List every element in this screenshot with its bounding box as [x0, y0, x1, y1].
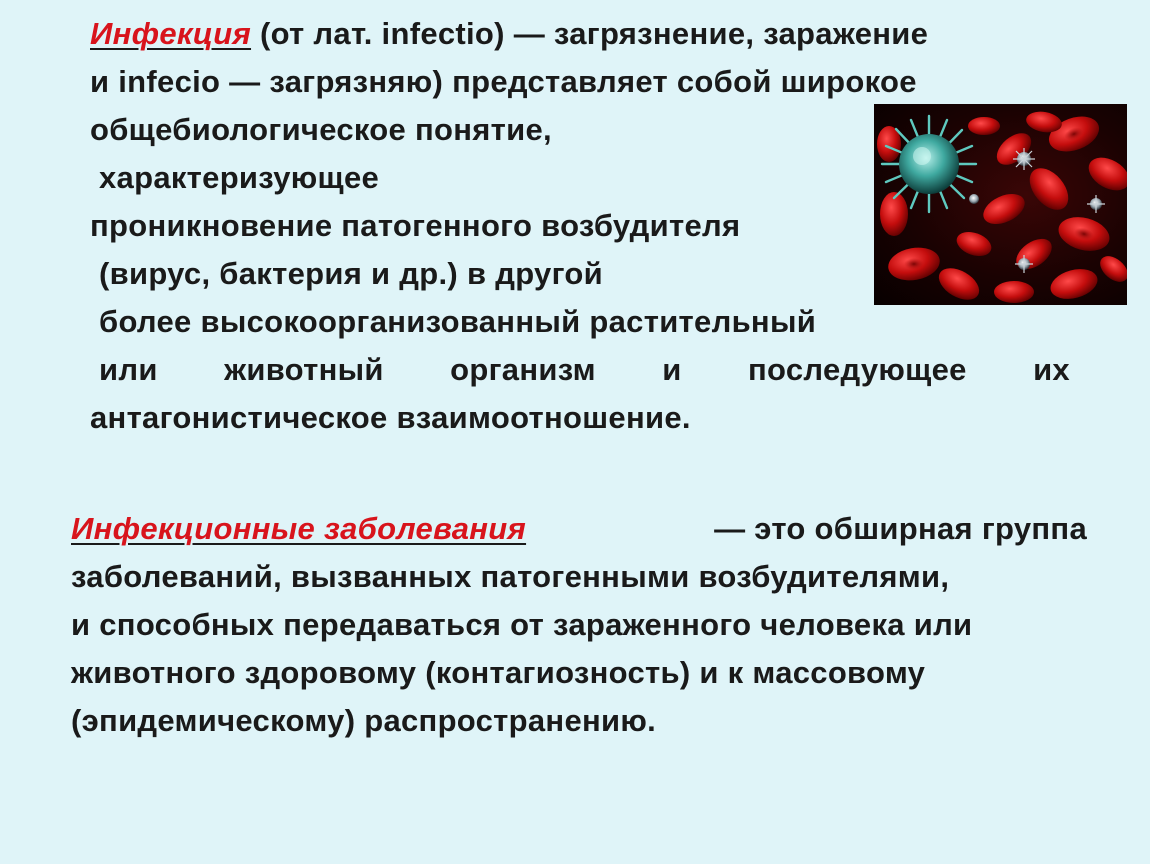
- p1-line-8-word: их: [1033, 352, 1070, 387]
- p2-line-1-text: — это обширная группа: [714, 511, 1087, 546]
- p1-line-9: антагонистическое взаимоотношение.: [90, 400, 691, 435]
- p2-line-3: и способных передаваться от зараженного человека или: [71, 607, 973, 642]
- p2-line-1: [71, 505, 1087, 553]
- p1-line-8-word: последующее: [747, 352, 967, 387]
- p1-line-8-word: или: [99, 352, 158, 387]
- virus-illustration-icon: [874, 104, 1127, 305]
- p1-line-3: общебиологическое понятие,: [90, 112, 552, 147]
- p1-line-5: проникновение патогенного возбудителя: [90, 208, 741, 243]
- virus-blood-cells-illustration: [874, 104, 1127, 305]
- p1-line-8-word: организм: [450, 352, 596, 387]
- p1-line-4: характеризующее: [99, 160, 380, 195]
- p2-line-2: заболеваний, вызванных патогенными возбудителями,: [71, 559, 950, 594]
- term-infectious-diseases: Инфекционные заболевания: [71, 511, 527, 546]
- infectious-diseases-paragraph: [71, 505, 1087, 745]
- p1-line-1: [90, 10, 1070, 58]
- p2-line-4: животного здоровому (контагиозность) и к массовому: [71, 655, 926, 690]
- p2-line-5: (эпидемическому) распространению.: [71, 703, 657, 738]
- p1-line-2: и infecio — загрязняю) представляет собой широкое: [90, 64, 917, 99]
- p1-line-7: более высокоорганизованный растительный: [99, 304, 817, 339]
- p1-line-8-word: животный: [224, 352, 384, 387]
- p1-line-8-word: и: [662, 352, 682, 387]
- term-infection: Инфекция: [90, 16, 252, 51]
- p1-line-6: (вирус, бактерия и др.) в другой: [99, 256, 603, 291]
- p1-line-1-text: (от лат. infectio) — загрязнение, заражение: [251, 16, 929, 51]
- p1-line-8: [90, 346, 1070, 394]
